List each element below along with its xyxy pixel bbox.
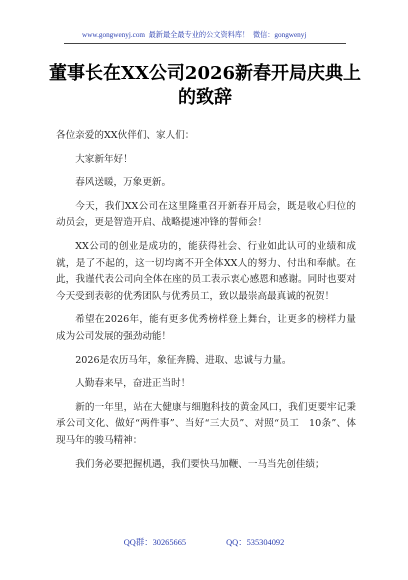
site-url-link[interactable]: www.gongwenyj.com: [82, 31, 146, 39]
document-title: [40, 62, 370, 110]
qq-label: QQ：: [226, 538, 247, 547]
paragraph: 新的一年里，站在大健康与细胞科技的黄金风口，我们更要牢记秉承公司文化、做好“两件事”、当好“三大员”、对照“员工 10条”、体现马年的骏马精神：: [56, 401, 356, 446]
qq-group-label: QQ群：: [123, 538, 153, 547]
paragraph: 2026是农历马年，象征奔腾、进取、忠诚与力量。: [75, 354, 292, 366]
paragraph: XX公司的创业是成功的，能获得社会、行业如此认可的业绩和成就，是了不起的，这一切均离不开全体XX人的努力、付出和奉献。在此，我谨代表公司向全体在座的员工表示衷心感恩和感谢。同时也要对今天受到表彰的优秀团队与优秀员工，致以最崇高最真诚的祝贺！: [56, 240, 356, 302]
wechat-label: 微信：: [252, 31, 275, 39]
salutation: 各位亲爱的XX伙伴们、家人们：: [56, 130, 195, 141]
wechat-id: gongwenyj: [274, 31, 307, 39]
paragraph: 春风送暖，万象更新。: [75, 177, 172, 189]
title-line-2: 的致辞: [178, 87, 232, 108]
page-footer: [0, 536, 408, 548]
header-divider: [64, 43, 346, 44]
title-line-1: 董事长在XX公司2026新春开局庆典上: [48, 63, 362, 84]
qq-number: 535304092: [246, 538, 285, 547]
paragraph: 今天，我们XX公司在这里隆重召开新春开局会，既是收心归位的动员会，更是智造开启、战略提速冲锋的誓师会！: [56, 200, 356, 229]
paragraph: 人勤春来早，奋进正当时！: [75, 378, 191, 390]
paragraph: 希望在2026年，能有更多优秀榜样登上舞台，让更多的榜样力量成为公司发展的强劲动能！: [56, 314, 356, 342]
page-header: [0, 0, 408, 48]
site-slogan: 最新最全最专业的公文资料库！: [148, 31, 250, 39]
paragraph: 我们务必要把握机遇，我们要快马加鞭、一马当先创佳绩；: [75, 458, 325, 470]
document-body: [56, 128, 356, 480]
header-info-line: [82, 30, 337, 40]
paragraph: 大家新年好！: [75, 153, 133, 165]
qq-group-number: 30265665: [152, 538, 187, 547]
